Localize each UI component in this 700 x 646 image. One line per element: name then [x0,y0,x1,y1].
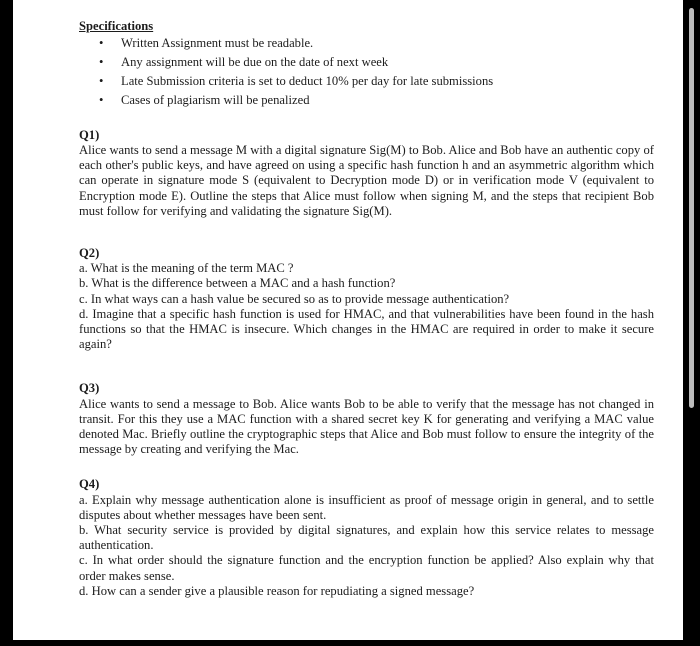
question-2 [79,246,654,352]
bullet-icon: • [99,55,104,69]
question-4-part-b: b. What security service is provided by digital signatures, and explain how this service relates to message authentication. [79,523,654,553]
question-4-part-d: d. How can a sender give a plausible reason for repudiating a signed message? [79,583,475,598]
vertical-scrollbar[interactable] [689,8,694,408]
specification-text: Late Submission criteria is set to deduct 10% per day for late submissions [121,73,494,88]
question-3-text: Alice wants to send a message to Bob. Alice wants Bob to be able to verify that the message has not changed in transit. For this they use a MAC function with a shared secret key K for generating and verifying a MAC value denoted Mac. Briefly outline the cryptographic steps that Alice and Bob must follow to ensure the integrity of the message by creating and verifying the Mac. [79,396,654,457]
question-1-text: Alice wants to send a message M with a digital signature Sig(M) to Bob. Alice and Bob have an authentic copy of each other's public keys, and have agreed on using a specific hash function h and an asymmetric algorithm which can operate in signature mode S (equivalent to Decryption mode D) or in verification mode V (equivalent to Encryption mode E). Outline the steps that Alice must follow when signing M, and the steps that recipient Bob must follow for verifying and validating the signature Sig(M). [79,143,654,218]
question-2-part-c: c. In what ways can a hash value be secured so as to provide message authentication? [79,291,510,306]
specifications-list [79,36,654,108]
specification-text: Cases of plagiarism will be penalized [121,92,310,107]
question-3 [79,381,654,457]
specification-text: Written Assignment must be readable. [121,36,314,51]
list-item [79,36,654,51]
question-4 [79,477,654,599]
question-2-part-b: b. What is the difference between a MAC and a hash function? [79,276,396,291]
question-1 [79,128,654,219]
question-2-part-a: a. What is the meaning of the term MAC ? [79,261,294,276]
question-2-title: Q2) [79,246,100,261]
question-3-title: Q3) [79,381,100,396]
document-content [79,19,654,599]
question-4-part-a: a. Explain why message authentication alone is insufficient as proof of message origin in general, and to settle disputes about whether messages have been sent. [79,492,654,522]
question-1-title: Q1) [79,127,100,142]
list-item [79,55,654,70]
specification-text: Any assignment will be due on the date of next week [121,55,389,69]
bullet-icon: • [99,73,104,88]
bullet-icon: • [99,92,104,107]
document-page [13,0,683,640]
list-item [79,74,654,89]
list-item [79,93,654,108]
question-2-part-d: d. Imagine that a specific hash function is used for HMAC, and that vulnerabilities have been found in the hash functions so that the HMAC is insecure. Which changes in the HMAC are required in order to make it secure again? [79,306,654,352]
specifications-heading: Specifications [79,19,154,33]
question-4-title: Q4) [79,477,100,492]
question-4-part-c: c. In what order should the signature function and the encryption function be applied? Also explain why that order makes sense. [79,553,654,583]
bullet-icon: • [99,36,104,51]
